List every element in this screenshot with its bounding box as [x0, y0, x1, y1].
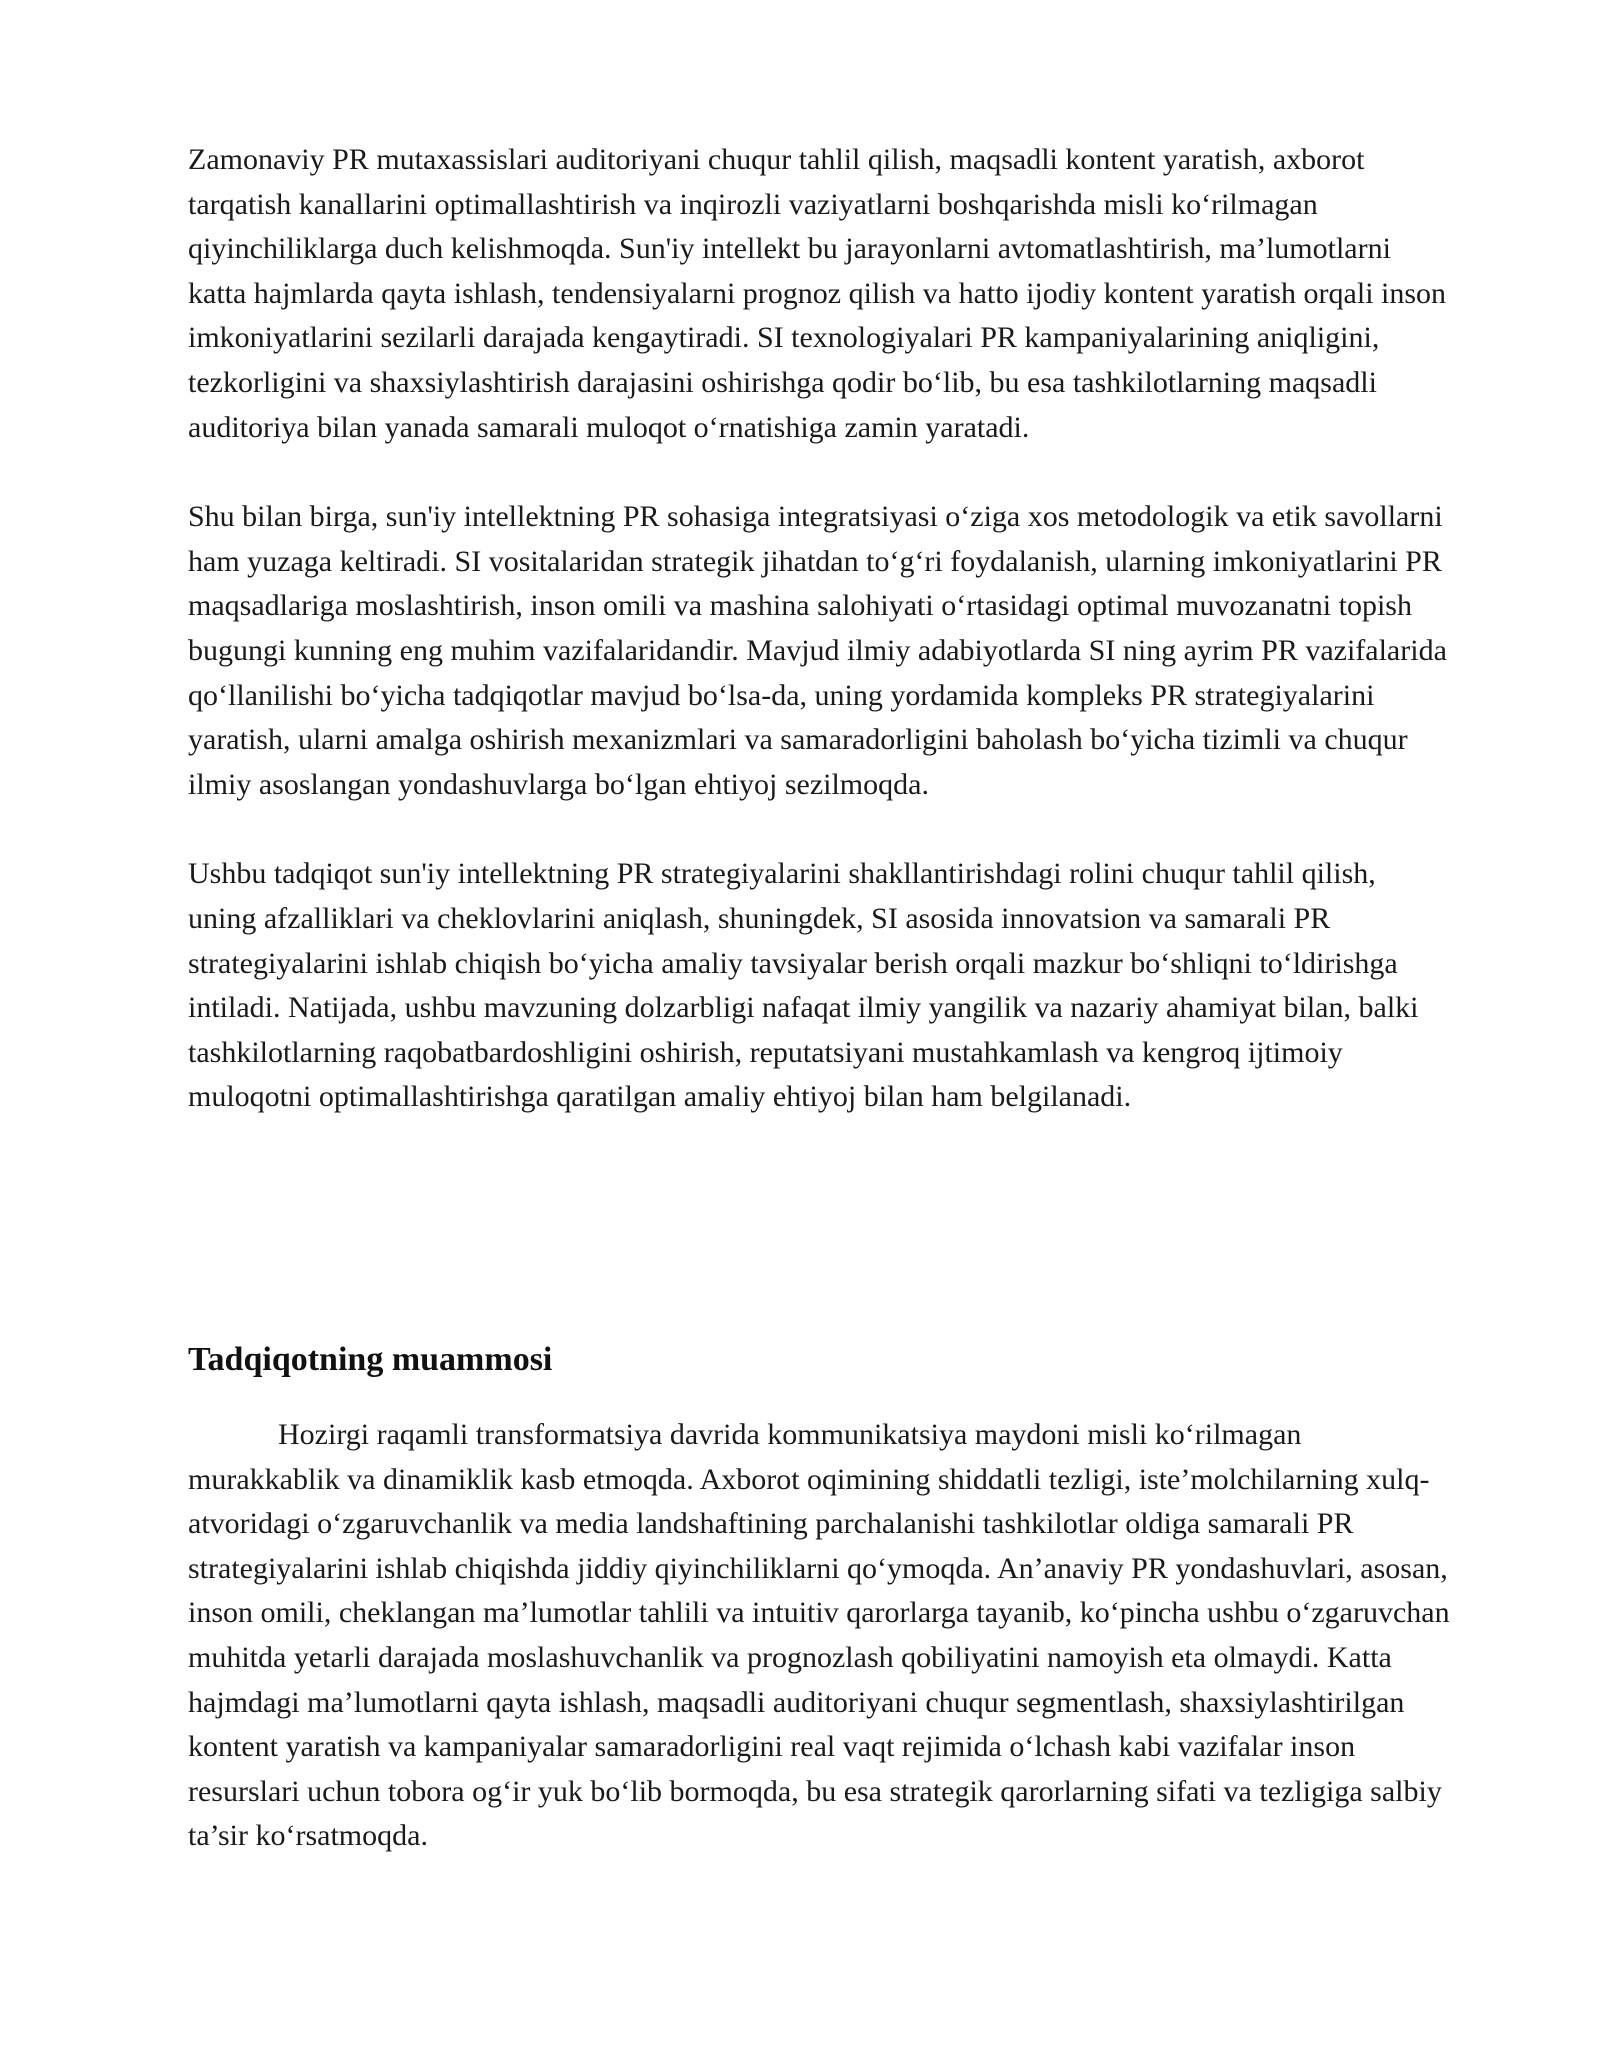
paragraph-3: Ushbu tadqiqot sun'iy intellektning PR strategiyalarini shakllantirishdagi rolini chuqur tahlil qilish, uning afzalliklari va cheklovlarini aniqlash, shuningdek, SI asosida innovatsion va samarali PR strategiyalarini ishlab chiqish bo‘yicha amaliy tavsiyalar berish orqali mazkur bo‘shliqni to‘ldirishga intiladi. Natijada, ushbu mavzuning dolzarbligi nafaqat ilmiy yangilik va nazariy ahamiyat bilan, balki tashkilotlarning raqobatbardoshligini oshirish, reputatsiyani mustahkamlash va kengroq ijtimoiy muloqotni optimallashtirishga qaratilgan amaliy ehtiyoj bilan ham belgilanadi. [188, 857, 1419, 1114]
paragraph-2: Shu bilan birga, sun'iy intellektning PR sohasiga integratsiyasi o‘ziga xos metodologik va etik savollarni ham yuzaga keltiradi. SI vositalaridan strategik jihatdan to‘g‘ri foydalanish, ularning imkoniyatlarini PR maqsadlariga moslashtirish, inson omili va mashina salohiyati o‘rtasidagi optimal muvozanatni topish bugungi kunning eng muhim vazifalaridandir. Mavjud ilmiy adabiyotlarda SI ning ayrim PR vazifalarida qo‘llanilishi bo‘yicha tadqiqotlar mavjud bo‘lsa-da, uning yordamida kompleks PR strategiyalarini yaratish, ularni amalga oshirish mexanizmlari va samaradorligini baholash bo‘yicha tizimli va chuqur ilmiy asoslangan yondashuvlarga bo‘lgan ehtiyoj sezilmoqda. [188, 500, 1447, 801]
paragraph-1: Zamonaviy PR mutaxassislari auditoriyani chuqur tahlil qilish, maqsadli kontent yaratish, axborot tarqatish kanallarini optimallashtirish va inqirozli vaziyatlarni boshqarishda misli ko‘rilmagan qiyinchiliklarga duch kelishmoqda. Sun'iy intellekt bu jarayonlarni avtomatlashtirish, ma’lumotlarni katta hajmlarda qayta ishlash, tendensiyalarni prognoz qilish va hatto ijodiy kontent yaratish orqali inson imkoniyatlarini sezilarli darajada kengaytiradi. SI texnologiyalari PR kampaniyalarining aniqligini, tezkorligini va shaxsiylashtirish darajasini oshirishga qodir bo‘lib, bu esa tashkilotlarning maqsadli auditoriya bilan yanada samarali muloqot o‘rnatishiga zamin yaratadi. [188, 143, 1447, 444]
section-heading: Tadqiqotning muammosi [188, 1341, 553, 1378]
section-paragraph: Hozirgi raqamli transformatsiya davrida kommunikatsiya maydoni misli ko‘rilmagan murakkablik va dinamiklik kasb etmoqda. Axborot oqimining shiddatli tezligi, iste’molchilarning xulq-atvoridagi o‘zgaruvchanlik va media landshaftining parchalanishi tashkilotlar oldiga samarali PR strategiyalarini ishlab chiqishda jiddiy qiyinchiliklarni qo‘ymoqda. An’anaviy PR yondashuvlari, asosan, inson omili, cheklangan ma’lumotlar tahlili va intuitiv qarorlarga tayanib, ko‘pincha ushbu o‘zgaruvchan muhitda yetarli darajada moslashuvchanlik va prognozlash qobiliyatini namoyish eta olmaydi. Katta hajmdagi ma’lumotlarni qayta ishlash, maqsadli auditoriyani chuqur segmentlash, shaxsiylashtirilgan kontent yaratish va kampaniyalar samaradorligini real vaqt rejimida o‘lchash kabi vazifalar inson resurslari uchun tobora og‘ir yuk bo‘lib bormoqda, bu esa strategik qarorlarning sifati va tezligiga salbiy ta’sir ko‘rsatmoqda. [188, 1418, 1450, 1853]
document-body [188, 138, 1450, 1853]
